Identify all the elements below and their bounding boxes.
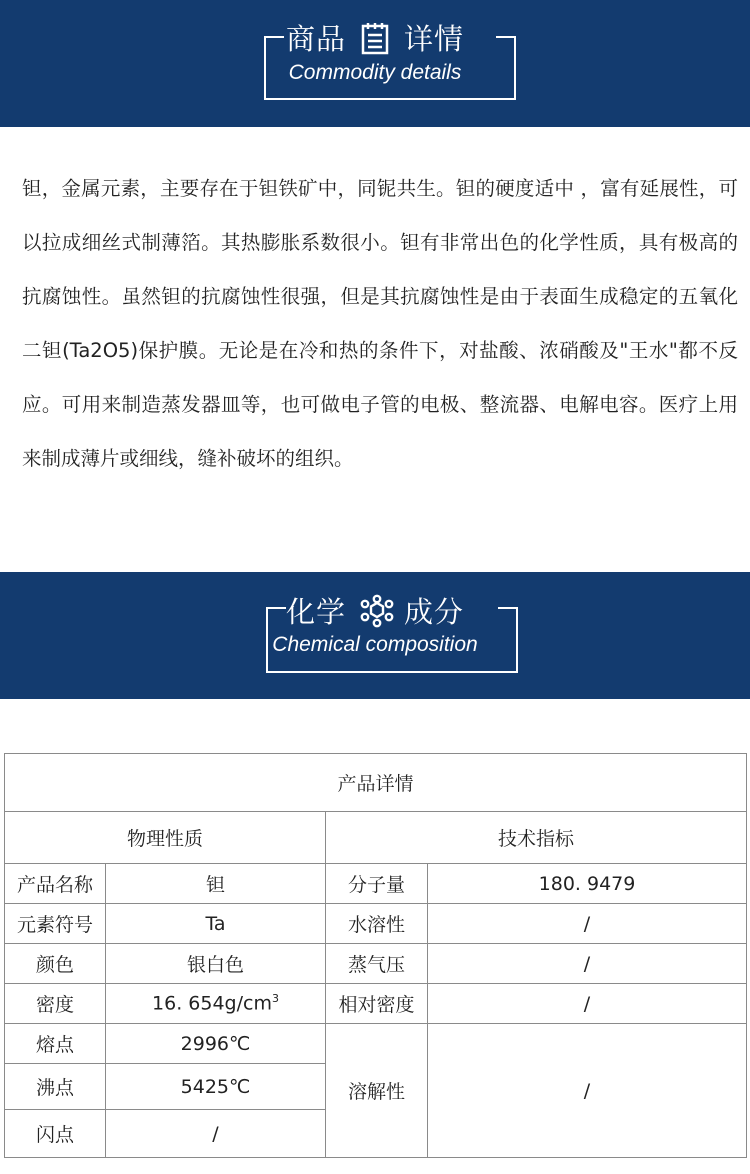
table-row — [5, 1024, 747, 1064]
table-caption: 产品详情 — [5, 754, 747, 812]
chemical-composition-header — [0, 572, 750, 699]
cell-value: / — [428, 904, 747, 944]
notepad-icon — [358, 21, 392, 55]
molecule-icon — [358, 594, 392, 628]
cell-value: 5425℃ — [106, 1064, 326, 1110]
cell-label: 元素符号 — [5, 904, 106, 944]
cell-value: Ta — [106, 904, 326, 944]
cell-label: 密度 — [5, 984, 106, 1024]
cell-label: 分子量 — [326, 864, 428, 904]
column-header-technical: 技术指标 — [326, 812, 747, 864]
title-right: 详情 — [404, 22, 465, 56]
cell-value: / — [428, 984, 747, 1024]
table-row — [5, 864, 747, 904]
cell-label: 熔点 — [5, 1024, 106, 1064]
section-subtitle: Chemical composition — [272, 633, 478, 656]
cell-value: 2996℃ — [106, 1024, 326, 1064]
cell-value: 180. 9479 — [428, 864, 747, 904]
cell-label: 产品名称 — [5, 864, 106, 904]
cell-label: 闪点 — [5, 1110, 106, 1158]
section-title — [0, 590, 750, 631]
table-row — [5, 904, 747, 944]
cell-value: / — [106, 1110, 326, 1158]
cell-label: 相对密度 — [326, 984, 428, 1024]
product-spec-table — [4, 753, 747, 1158]
density-value: 16. 654g/cm — [152, 992, 272, 1015]
product-description: 钽，金属元素，主要存在于钽铁矿中，同铌共生。钽的硬度适中 ，富有延展性，可以拉成细丝式制薄箔。其热膨胀系数很小。钽有非常出色的化学性质，具有极高的抗腐蚀性。虽然钽的抗腐蚀性很强，但是其抗腐蚀性是由于表面生成稳定的五氧化二钽(Ta2O5)保护膜。无论是在冷和热的条件下，对盐酸、浓硝酸及"王水"都不反应。可用来制造蒸发器皿等，也可做电子管的电极、整流器、电解电容。医疗上用来制成薄片或细线，缝补破坏的组织。 — [22, 177, 738, 470]
cell-label: 溶解性 — [326, 1024, 428, 1158]
cell-label: 颜色 — [5, 944, 106, 984]
title-left: 化学 — [285, 595, 346, 629]
cell-value: / — [428, 1024, 747, 1158]
cell-label: 蒸气压 — [326, 944, 428, 984]
title-left: 商品 — [285, 22, 346, 56]
column-header-physical: 物理性质 — [5, 812, 326, 864]
commodity-details-banner — [0, 0, 750, 127]
density-unit-exponent: 3 — [271, 992, 279, 1006]
cell-value: 钽 — [106, 864, 326, 904]
title-right: 成分 — [404, 595, 465, 629]
table-row — [5, 984, 747, 1024]
cell-label: 沸点 — [5, 1064, 106, 1110]
cell-value: / — [428, 944, 747, 984]
table-row — [5, 944, 747, 984]
section-title — [0, 17, 750, 58]
cell-value: 银白色 — [106, 944, 326, 984]
table-row — [5, 754, 747, 812]
cell-value — [106, 984, 326, 1024]
table-row — [5, 812, 747, 864]
cell-label: 水溶性 — [326, 904, 428, 944]
section-subtitle: Commodity details — [288, 61, 462, 84]
